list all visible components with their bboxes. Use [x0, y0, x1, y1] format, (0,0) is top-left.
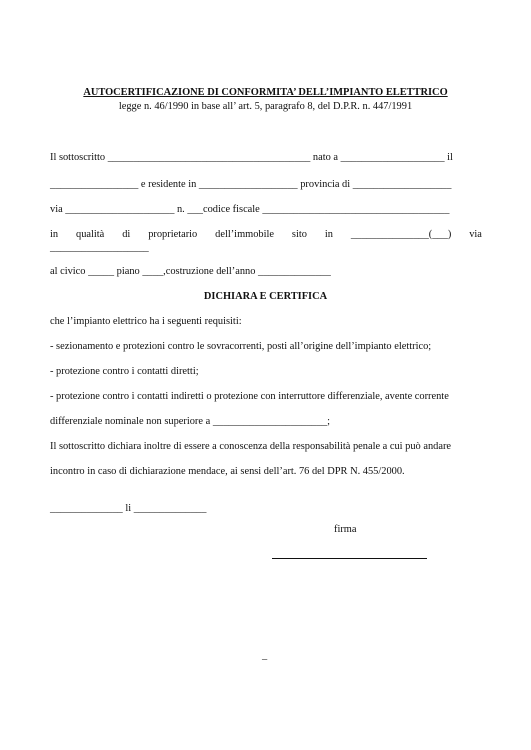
signature-line	[272, 558, 427, 559]
form-word: di	[122, 229, 131, 240]
form-word: _______________(___)	[350, 229, 452, 240]
form-line-name-birth: Il sottoscritto _______________________________________ nato a ____________________ il	[50, 152, 453, 163]
form-line-address-fiscal-code: via _____________________ n. ___codice fiscale ____________________________________	[50, 204, 450, 215]
form-word: sito	[291, 229, 307, 240]
requirement-item-3: - protezione contro i contatti indiretti o protezione con interruttore differenziale, avente corrente	[50, 391, 449, 402]
document-subtitle: legge n. 46/1990 in base all’ art. 5, paragrafo 8, del D.P.R. n. 447/1991	[118, 101, 413, 112]
declaration-heading: DICHIARA E CERTIFICA	[203, 291, 328, 302]
liability-statement-1: Il sottoscritto dichiara inoltre di essere a conoscenza della responsabilità penale a cui può andare	[50, 441, 452, 452]
requirement-item-1: - sezionamento e protezioni contro le sovracorrenti, posti all’origine dell’impianto elettrico;	[50, 341, 432, 352]
form-word: qualità	[76, 229, 105, 240]
form-line-property-continued: ___________________	[50, 242, 149, 253]
form-word: via	[469, 229, 482, 240]
form-word: dell’immobile	[215, 229, 275, 240]
liability-statement-2: incontro in caso di dichiarazione mendace, ai sensi dell’art. 76 del DPR N. 455/2000.	[50, 466, 405, 477]
form-word: in	[324, 229, 333, 240]
requirement-item-2: - protezione contro i contatti diretti;	[50, 366, 199, 377]
form-line-property	[50, 229, 482, 240]
requirement-item-3-continued: differenziale nominale non superiore a ______________________;	[50, 416, 330, 427]
declaration-intro: che l’impianto elettrico ha i seguenti requisiti:	[50, 316, 242, 327]
form-line-building-details: al civico _____ piano ____,costruzione dell’anno ______________	[50, 266, 331, 277]
page-number: –	[262, 654, 268, 665]
form-word: in	[50, 229, 59, 240]
form-line-residence: _________________ e residente in ___________________ provincia di ___________________	[50, 179, 452, 190]
place-date-line: ______________ li ______________	[50, 503, 207, 514]
document-title: AUTOCERTIFICAZIONE DI CONFORMITA’ DELL’IMPIANTO ELETTRICO	[83, 87, 448, 98]
signature-label: firma	[334, 524, 357, 535]
form-word: proprietario	[148, 229, 198, 240]
